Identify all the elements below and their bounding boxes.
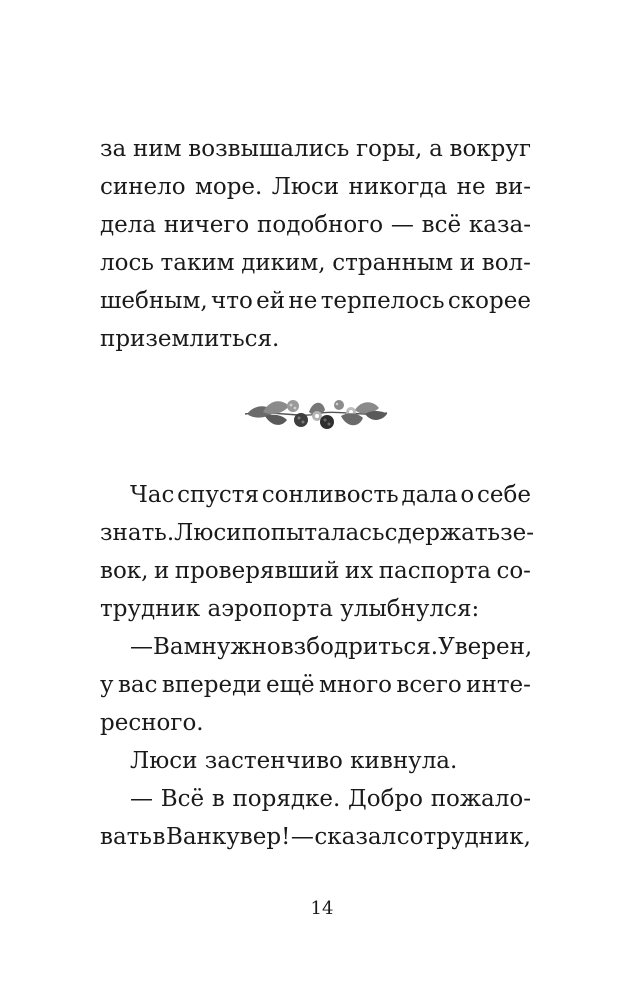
word: странным bbox=[332, 250, 454, 276]
word: паспорта bbox=[378, 558, 491, 584]
text-line: приземлиться. bbox=[100, 326, 280, 352]
word: себе bbox=[477, 482, 531, 508]
word: дела bbox=[100, 212, 157, 238]
word: горы, bbox=[356, 136, 423, 162]
text-line bbox=[130, 636, 531, 659]
text-line bbox=[100, 176, 531, 199]
word: нужно bbox=[201, 634, 281, 660]
word: таким bbox=[160, 250, 235, 276]
word: пожало- bbox=[430, 786, 531, 812]
word: спустя bbox=[177, 482, 259, 508]
word: возвышались bbox=[188, 136, 350, 162]
word: подобного bbox=[257, 212, 384, 238]
word: проверявший bbox=[174, 558, 340, 584]
word: ви- bbox=[494, 174, 531, 200]
word: Вам bbox=[153, 634, 202, 660]
word: сонливость bbox=[261, 482, 399, 508]
word: порядке. bbox=[232, 786, 341, 812]
word: не bbox=[456, 174, 486, 200]
word: — bbox=[390, 212, 414, 238]
word: в bbox=[211, 786, 225, 812]
word: Люси bbox=[174, 520, 242, 546]
text-line: трудник аэропорта улыбнулся: bbox=[100, 596, 480, 622]
word: в bbox=[152, 824, 166, 850]
word: зе- bbox=[500, 520, 535, 546]
word: инте- bbox=[466, 672, 531, 698]
word: ещё bbox=[266, 672, 315, 698]
word: со- bbox=[496, 558, 531, 584]
word: и bbox=[459, 250, 476, 276]
word: синело bbox=[100, 174, 186, 200]
word: за bbox=[100, 136, 127, 162]
word: лось bbox=[100, 250, 154, 276]
word: сдержать bbox=[384, 520, 501, 546]
word: каза- bbox=[468, 212, 531, 238]
word: дала bbox=[401, 482, 458, 508]
word: ей bbox=[256, 288, 286, 314]
word: а bbox=[429, 136, 443, 162]
text-line bbox=[130, 484, 531, 507]
word: много bbox=[319, 672, 393, 698]
text-line bbox=[100, 560, 531, 583]
word: Всё bbox=[160, 786, 205, 812]
word: вать bbox=[100, 824, 152, 850]
word: знать. bbox=[100, 520, 175, 546]
word: Час bbox=[130, 482, 175, 508]
word: их bbox=[344, 558, 374, 584]
word: Уверен, bbox=[438, 634, 533, 660]
word: Добро bbox=[348, 786, 424, 812]
text-line: ресного. bbox=[100, 710, 204, 736]
word: — bbox=[130, 634, 153, 660]
word: Ванкувер! bbox=[165, 824, 291, 850]
word: взбодриться. bbox=[280, 634, 439, 660]
word: попыталась bbox=[241, 520, 385, 546]
text-line bbox=[100, 520, 535, 546]
word: вок, bbox=[100, 558, 149, 584]
word: и bbox=[153, 558, 170, 584]
word: не bbox=[288, 288, 318, 314]
word: диким, bbox=[241, 250, 326, 276]
text-line bbox=[100, 290, 531, 313]
page-number: 14 bbox=[310, 898, 334, 919]
text-line bbox=[100, 138, 531, 161]
word: вас bbox=[117, 672, 158, 698]
word: скорее bbox=[447, 288, 531, 314]
text-line bbox=[100, 252, 531, 275]
word: что bbox=[211, 288, 253, 314]
word: о bbox=[460, 482, 475, 508]
text-line bbox=[100, 826, 531, 849]
word: вол- bbox=[481, 250, 531, 276]
word: вокруг bbox=[449, 136, 531, 162]
word: сотрудник, bbox=[396, 824, 531, 850]
word: никогда bbox=[348, 174, 448, 200]
word: шебным, bbox=[100, 288, 208, 314]
text-line bbox=[130, 788, 531, 811]
word: впереди bbox=[161, 672, 262, 698]
word: море. bbox=[194, 174, 263, 200]
word: — bbox=[130, 786, 153, 812]
text-line bbox=[100, 214, 531, 237]
word: у bbox=[100, 672, 114, 698]
word: ничего bbox=[163, 212, 250, 238]
word: всего bbox=[396, 672, 462, 698]
word: ним bbox=[133, 136, 182, 162]
word: терпелось bbox=[320, 288, 445, 314]
berry-leaf-ornament-icon bbox=[241, 392, 391, 436]
word: Люси bbox=[271, 174, 340, 200]
word: — bbox=[290, 824, 314, 850]
text-line bbox=[100, 674, 531, 697]
word: всё bbox=[421, 212, 462, 238]
text-line: Люси застенчиво кивнула. bbox=[130, 748, 458, 774]
word: сказал bbox=[314, 824, 397, 850]
